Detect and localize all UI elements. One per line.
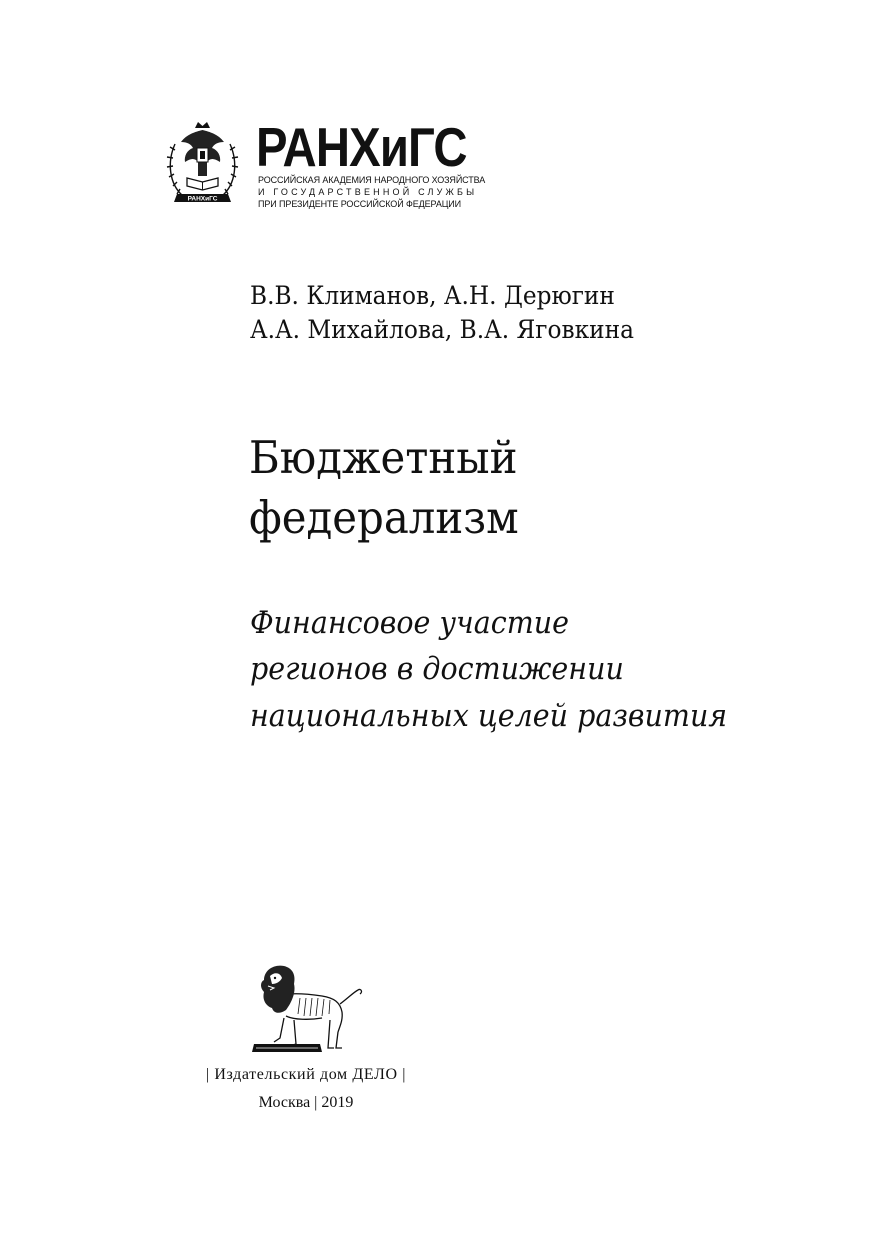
book-title-line-2: федерализм [249, 491, 519, 544]
emblem-ribbon-text: РАНХиГС [187, 195, 218, 203]
publisher-name: | Издательский дом ДЕЛО | [205, 1066, 407, 1083]
subtitle-line-3: национальных целей развития [250, 698, 728, 734]
logo-fullname-line-2: И ГОСУДАРСТВЕННОЙ СЛУЖБЫ [258, 187, 478, 197]
subtitle-line-2: регионов в достижении [250, 651, 624, 687]
logo-fullname-line-3: ПРИ ПРЕЗИДЕНТЕ РОССИЙСКОЙ ФЕДЕРАЦИИ [258, 199, 462, 209]
subtitle-line-1: Финансовое участие [250, 605, 570, 641]
logo-fullname-line-1: РОССИЙСКАЯ АКАДЕМИЯ НАРОДНОГО ХОЗЯЙСТВА [258, 175, 486, 185]
authors-line-1: В.В. Климанов, А.Н. Дерюгин [250, 281, 615, 310]
publication-place-year: Москва | 2019 [258, 1094, 354, 1111]
book-title-line-1: Бюджетный [249, 431, 518, 484]
logo-abbreviation: РАНХиГС [256, 116, 467, 178]
lion-icon [250, 962, 368, 1054]
authors-line-2: А.А. Михайлова, В.А. Яговкина [250, 315, 634, 344]
academy-emblem-icon [165, 118, 240, 210]
